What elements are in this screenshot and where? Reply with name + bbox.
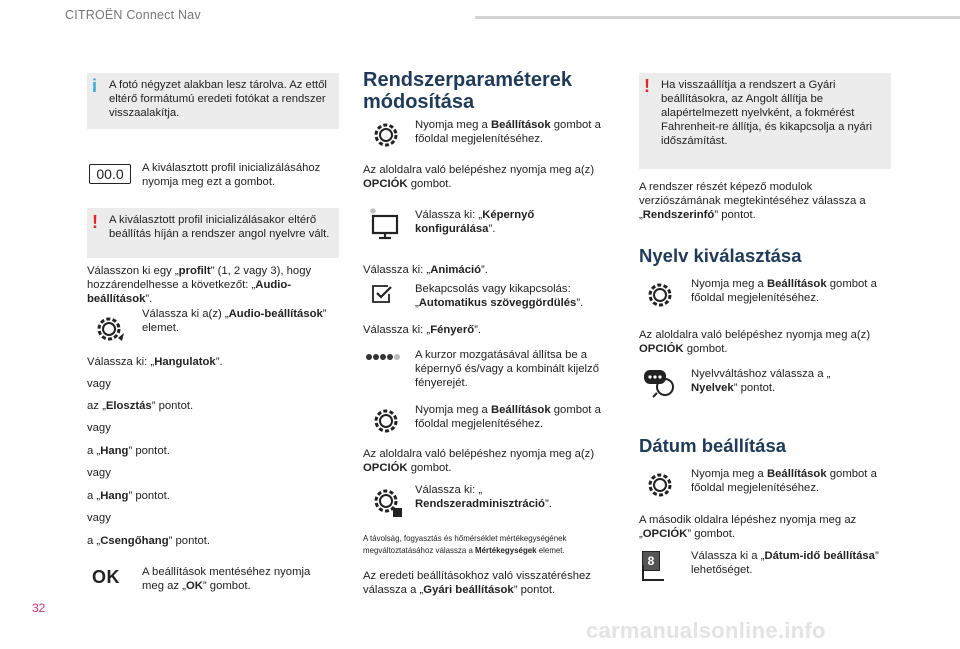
- settings-gear-icon: [369, 404, 403, 438]
- settings-gear-icon: [92, 312, 126, 346]
- settings-gear-icon: [643, 278, 677, 312]
- step-animation: Válassza ki: „Animáció”.: [363, 264, 488, 276]
- step-screen-config: Válassza ki: „Képernyő konfigurálása”.: [415, 209, 535, 235]
- ok-icon: OK: [92, 567, 120, 587]
- date-step-settings: Nyomja meg a Beállítások gombot a főoldal megjelenítéséhez.: [691, 468, 877, 494]
- section-title-language: Nyelv kiválasztása: [639, 245, 802, 266]
- section-title-system-params: Rendszerparaméterek módosítása: [363, 69, 572, 113]
- warning-note-text: A kiválasztott profil inicializálásakor eltérő beállítás híján a rendszer angol nyelvre vált.: [109, 214, 330, 240]
- modules-paragraph: A rendszer részét képező modulok verziószámának megtekintéséhez válassza a „Rendszerinfó” pontot.: [639, 181, 866, 221]
- step-settings-2: Nyomja meg a Beállítások gombot a főoldal megjelenítéséhez.: [415, 404, 601, 430]
- lang-step-settings: Nyomja meg a Beállítások gombot a főoldal megjelenítéséhez.: [691, 278, 877, 304]
- option-ambience: Válassza ki: „Hangulatok”.: [87, 356, 223, 368]
- step-auto-scroll: Bekapcsolás vagy kikapcsolás: „Automatikus szöveggördülés”.: [415, 283, 584, 309]
- option-sound-2: a „Hang” pontot.: [87, 490, 170, 502]
- counter-text: A kiválasztott profil inicializálásához nyomja meg ezt a gombot.: [142, 162, 321, 188]
- counter-reset-icon: [89, 164, 131, 184]
- page-stack-icon: [642, 565, 664, 581]
- section-title-date: Dátum beállítása: [639, 435, 787, 456]
- brightness-level-icon: [365, 352, 401, 362]
- settings-gear-icon: [369, 484, 403, 518]
- step-factory-settings: Az eredeti beállításokhoz való visszatéréshez válassza a „Gyári beállítások” pontot.: [363, 570, 591, 596]
- info-note-text: A fotó négyzet alakban lesz tárolva. Az ettől eltérő formátumú eredeti fotókat a rendszer visszaalakítja.: [109, 79, 327, 119]
- lang-step-options: Az aloldalra való belépéshez nyomja meg a(z) OPCIÓK gombot.: [639, 329, 871, 355]
- or-3: vagy: [87, 467, 111, 479]
- ok-text: A beállítások mentéséhez nyomja meg az „OK” gombot.: [142, 566, 311, 592]
- settings-gear-icon: [369, 118, 403, 152]
- document-header: CITROËN Connect Nav: [65, 8, 201, 22]
- option-sound-1: a „Hang” pontot.: [87, 445, 170, 457]
- or-4: vagy: [87, 512, 111, 524]
- counter-label: 00.0: [96, 166, 124, 182]
- or-1: vagy: [87, 378, 111, 390]
- warning-icon: !: [644, 76, 650, 96]
- lang-step-languages: Nyelvváltáshoz válassza a „ Nyelvek” pontot.: [691, 368, 831, 394]
- option-ringtone: a „Csengőhang” pontot.: [87, 535, 211, 547]
- step-settings-1: Nyomja meg a Beállítások gombot a főoldal megjelenítéséhez.: [415, 119, 601, 145]
- warning-factory-text: Ha visszaállítja a rendszert a Gyári beállításokra, az Angolt állítja be alapértelmezett nyelvként, a fokmérést Fahrenheit-re állítja, és kikapcsolja a nyári időszámítást.: [661, 79, 872, 147]
- page-8-badge: 8: [642, 551, 660, 571]
- settings-gear-icon: [643, 468, 677, 502]
- profile-paragraph: Válasszon ki egy „profilt” (1, 2 vagy 3), hogy hozzárendelhesse a következőt: „Audio-beállítások”.: [87, 265, 312, 305]
- audio-settings-text: Válassza ki a(z) „Audio-beállítások” elemet.: [142, 308, 327, 334]
- step-options-2: Az aloldalra való belépéshez nyomja meg a(z) OPCIÓK gombot.: [363, 448, 595, 474]
- step-options-1: Az aloldalra való belépéshez nyomja meg a(z) OPCIÓK gombot.: [363, 164, 595, 190]
- header-rule: [475, 16, 960, 19]
- warning-icon: !: [92, 212, 98, 232]
- watermark: carmanualsonline.info: [586, 618, 826, 643]
- screen-brightness-icon: [367, 207, 401, 241]
- step-brightness: Válassza ki: „Fényerő”.: [363, 324, 482, 336]
- step-system-admin: Válassza ki: „ Rendszeradminisztráció”.: [415, 484, 552, 510]
- date-step-options: A második oldalra lépéshez nyomja meg az „OPCIÓK” gombot.: [639, 514, 857, 540]
- page-number: 32: [32, 601, 46, 615]
- step-cursor: A kurzor mozgatásával állítsa be a képernyő és/vagy a kombinált kijelző fényerejét.: [415, 349, 599, 389]
- or-2: vagy: [87, 422, 111, 434]
- info-icon: i: [92, 76, 98, 96]
- language-icon: [643, 367, 677, 401]
- option-distribution: az „Elosztás” pontot.: [87, 400, 194, 412]
- step-units: A távolság, fogyasztás és hőmérséklet mértékegységének megváltoztatásához válassza a Mértékegységek elemet.: [363, 533, 567, 555]
- date-step-datetime: Válassza ki a „Dátum-idő beállítása” lehetőséget.: [691, 550, 879, 576]
- checkbox-icon: [371, 284, 393, 304]
